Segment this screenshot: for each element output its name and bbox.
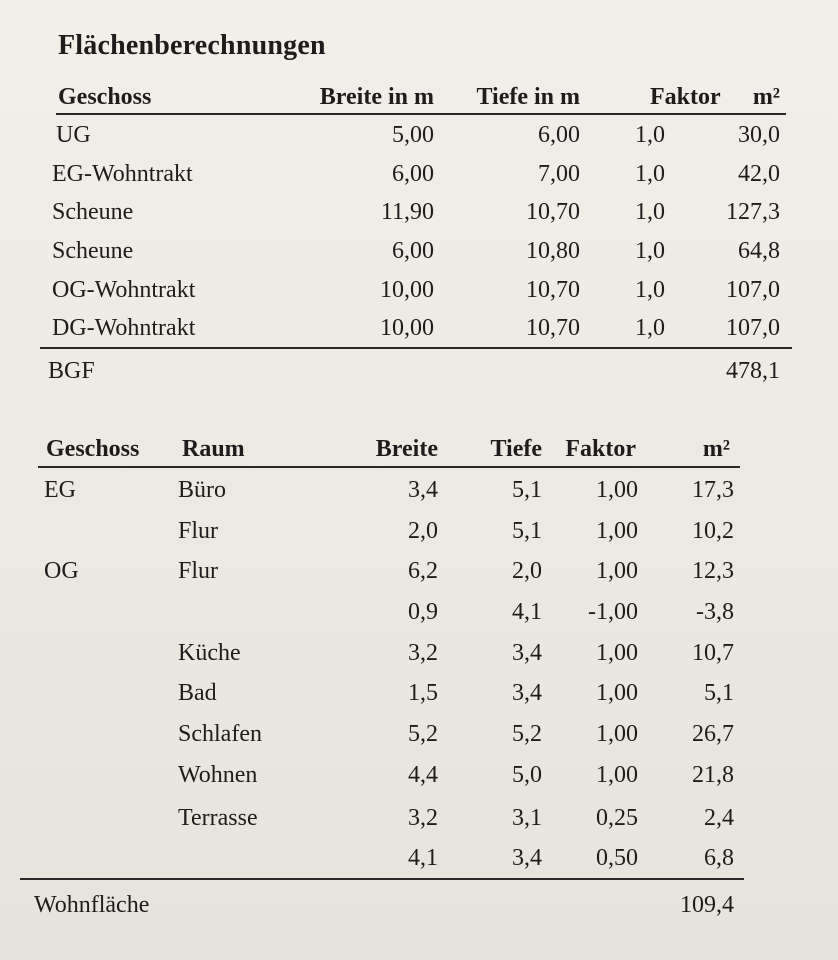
t1-cell-breite: 11,90 [380,199,434,225]
t2-header-m2: m² [702,436,730,462]
t1-cell-tiefe: 7,00 [538,161,580,187]
t2-cell-raum: Schlafen [178,721,262,747]
t1-cell-faktor: 1,0 [635,161,665,187]
t1-cell-breite: 10,00 [380,277,434,303]
t2-cell-faktor: -1,00 [588,599,638,625]
t1-cell-geschoss: DG-Wohntrakt [52,315,196,341]
t1-total-label: BGF [48,358,95,384]
t2-cell-tiefe: 4,1 [512,599,542,625]
t1-cell-faktor: 1,0 [635,122,665,148]
t2-header-breite: Breite [375,436,438,462]
t1-cell-m2: 107,0 [726,315,780,341]
t2-cell-breite: 2,0 [408,518,438,544]
t2-cell-raum: Büro [178,477,226,503]
page-title: Flächenberechnungen [58,30,326,61]
t2-cell-faktor: 0,50 [596,845,638,871]
t1-cell-tiefe: 6,00 [538,122,580,148]
t2-total-rule [20,878,744,880]
t2-cell-m2: 26,7 [692,721,734,747]
t1-cell-m2: 107,0 [726,277,780,303]
t2-cell-m2: 12,3 [692,558,734,584]
t2-cell-faktor: 1,00 [596,680,638,706]
t2-cell-faktor: 1,00 [596,518,638,544]
t2-cell-tiefe: 3,4 [512,680,542,706]
t1-cell-geschoss: UG [56,122,91,148]
t2-cell-tiefe: 5,2 [512,721,542,747]
t2-cell-tiefe: 2,0 [512,558,542,584]
t1-cell-m2: 127,3 [726,199,780,225]
t2-cell-geschoss: OG [44,558,79,584]
t2-cell-m2: 10,7 [692,640,734,666]
t1-cell-breite: 6,00 [392,238,434,264]
t2-total-label: Wohnfläche [34,892,150,918]
t1-total-rule [40,347,792,349]
t1-cell-tiefe: 10,70 [526,199,580,225]
t2-header-faktor: Faktor [565,436,636,462]
t2-cell-tiefe: 3,1 [512,805,542,831]
t1-cell-faktor: 1,0 [635,315,665,341]
t2-header-tiefe: Tiefe [490,436,542,462]
t2-cell-tiefe: 3,4 [512,845,542,871]
t2-cell-raum: Terrasse [178,805,258,831]
t2-cell-faktor: 1,00 [596,762,638,788]
t1-cell-m2: 30,0 [738,122,780,148]
t1-cell-geschoss: Scheune [52,238,134,264]
t2-cell-m2: 10,2 [692,518,734,544]
t2-cell-breite: 4,1 [408,845,438,871]
t1-total-value: 478,1 [726,358,780,384]
t1-cell-tiefe: 10,80 [526,238,580,264]
t2-cell-m2: -3,8 [696,599,734,625]
t2-cell-raum: Flur [178,518,219,544]
t2-total-value: 109,4 [680,892,734,918]
t1-header-m2: m² [752,84,780,110]
t1-cell-faktor: 1,0 [635,238,665,264]
t2-cell-breite: 6,2 [408,558,438,584]
t2-cell-breite: 4,4 [408,762,438,788]
t2-cell-m2: 2,4 [704,805,734,831]
t1-cell-breite: 6,00 [392,161,434,187]
t2-cell-breite: 1,5 [408,680,438,706]
t2-cell-breite: 5,2 [408,721,438,747]
t1-cell-breite: 10,00 [380,315,434,341]
t2-cell-tiefe: 5,0 [512,762,542,788]
t2-cell-breite: 0,9 [408,599,438,625]
t1-cell-geschoss: Scheune [52,199,134,225]
t2-header-rule [38,466,740,468]
t2-cell-breite: 3,2 [408,640,438,666]
t2-cell-faktor: 1,00 [596,721,638,747]
t1-cell-geschoss: EG-Wohntrakt [52,161,193,187]
t2-cell-raum: Flur [178,558,219,584]
t1-header-rule [56,113,786,115]
t2-cell-tiefe: 3,4 [512,640,542,666]
t2-cell-faktor: 1,00 [596,640,638,666]
t2-cell-tiefe: 5,1 [512,477,542,503]
t2-cell-m2: 6,8 [704,845,734,871]
t1-header-faktor: Faktor [650,84,721,110]
t1-cell-tiefe: 10,70 [526,277,580,303]
t1-cell-tiefe: 10,70 [526,315,580,341]
t1-cell-m2: 42,0 [738,161,780,187]
t2-cell-m2: 17,3 [692,477,734,503]
t1-header-breite: Breite in m [319,84,434,110]
t2-cell-raum: Wohnen [178,762,258,788]
t2-cell-tiefe: 5,1 [512,518,542,544]
t2-cell-raum: Bad [178,680,217,706]
t2-cell-faktor: 1,00 [596,558,638,584]
t2-cell-breite: 3,4 [408,477,438,503]
t1-header-geschoss: Geschoss [58,84,152,110]
t2-cell-m2: 21,8 [692,762,734,788]
t2-cell-m2: 5,1 [704,680,734,706]
t2-header-raum: Raum [182,436,245,462]
t1-cell-breite: 5,00 [392,122,434,148]
t2-cell-raum: Küche [178,640,241,666]
t2-cell-geschoss: EG [44,477,76,503]
t1-cell-faktor: 1,0 [635,277,665,303]
t1-cell-m2: 64,8 [738,238,780,264]
t1-cell-faktor: 1,0 [635,199,665,225]
t2-cell-faktor: 1,00 [596,477,638,503]
t1-header-tiefe: Tiefe in m [476,84,580,110]
t2-header-geschoss: Geschoss [46,436,140,462]
t2-cell-breite: 3,2 [408,805,438,831]
t1-cell-geschoss: OG-Wohntrakt [52,277,196,303]
t2-cell-faktor: 0,25 [596,805,638,831]
